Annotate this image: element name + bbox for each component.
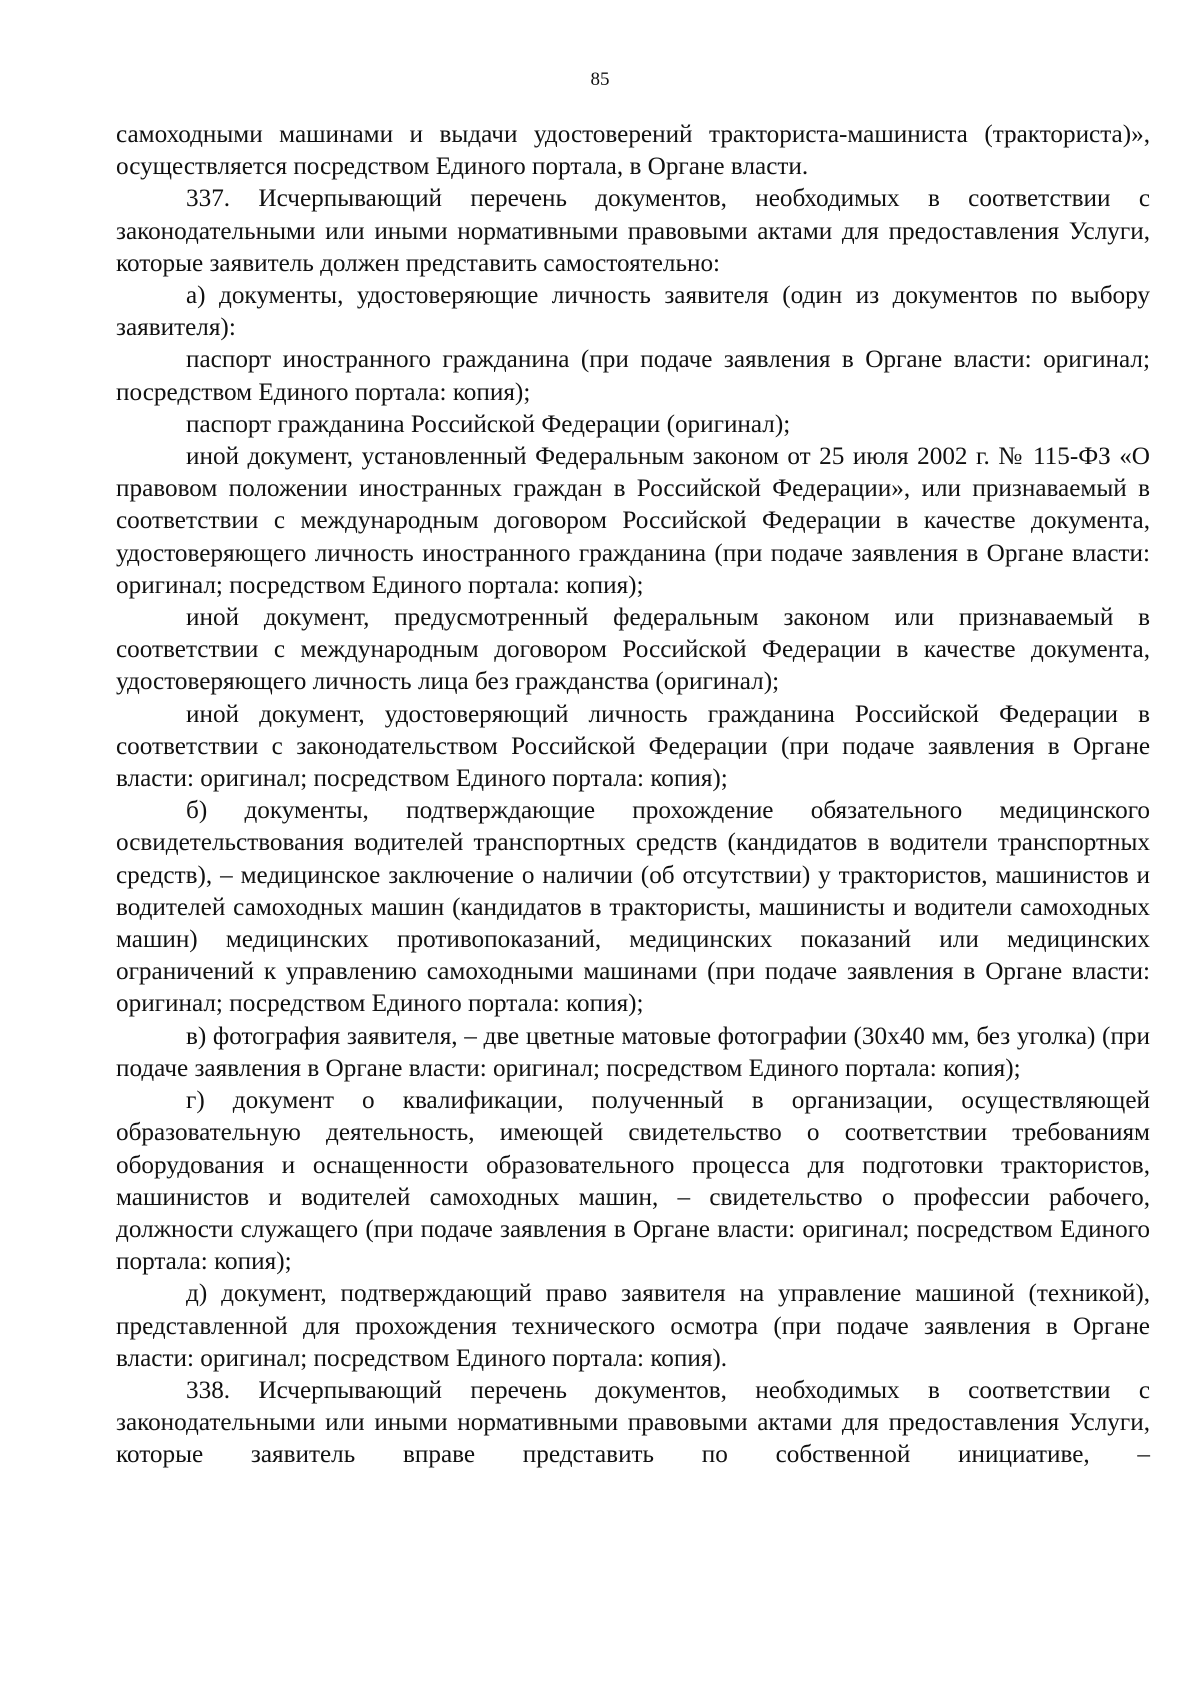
paragraph: а) документы, удостоверяющие личность заявителя (один из документов по выбору заявителя): [116,282,1150,342]
document-body [116,119,1150,1472]
paragraph: самоходными машинами и выдачи удостоверений тракториста-машиниста (тракториста)», осуществляется посредством Единого портала, в Органе власти. [116,121,1150,181]
paragraph: паспорт гражданина Российской Федерации (оригинал); [186,410,791,438]
paragraph: в) фотография заявителя, – две цветные матовые фотографии (30х40 мм, без уголка) (при подаче заявления в Органе власти: оригинал; посредством Единого портала: копия); [116,1022,1150,1082]
paragraph: г) документ о квалификации, полученный в организации, осуществляющей образовательную деятельность, имеющей свидетельство о соответствии требованиям оборудования и оснащенности образовательного процесса для подготовки трактористов, машинистов и водителей самоходных машин, – свидетельство о профессии рабочего, должности служащего (при подаче заявления в Органе власти: оригинал; посредством Единого портала: копия); [116,1087,1150,1276]
paragraph: 338. Исчерпывающий перечень документов, необходимых в соответствии с законодательными или иными нормативными правовыми актами для предоставления Услуги, которые заявитель вправе представить по собственной инициативе, – [116,1376,1150,1469]
page-number: 85 [590,69,610,90]
paragraph: иной документ, удостоверяющий личность гражданина Российской Федерации в соответствии с законодательством Российской Федерации (при подаче заявления в Органе власти: оригинал; посредством Единого портала: копия); [116,700,1150,793]
paragraph: иной документ, установленный Федеральным законом от 25 июля 2002 г. № 115-ФЗ «О правовом положении иностранных граждан в Российской Федерации», или признаваемый в соответствии с международным договором Российской Федерации в качестве документа, удостоверяющего личность иностранного гражданина (при подаче заявления в Органе власти: оригинал; посредством Единого портала: копия); [116,443,1150,599]
paragraph: д) документ, подтверждающий право заявителя на управление машиной (техникой), представленной для прохождения технического осмотра (при подаче заявления в Органе власти: оригинал; посредством Единого портала: копия). [116,1280,1150,1372]
paragraph: паспорт иностранного гражданина (при подаче заявления в Органе власти: оригинал; посредством Единого портала: копия); [116,346,1150,406]
paragraph: б) документы, подтверждающие прохождение обязательного медицинского освидетельствования водителей транспортных средств (кандидатов в водители транспортных средств), – медицинское заключение о наличии (об отсутствии) у трактористов, машинистов и водителей самоходных машин (кандидатов в трактористы, машинисты и водители самоходных машин) медицинских противопоказаний, медицинских показаний или медицинских ограничений к управлению самоходными машинами (при подаче заявления в Органе власти: оригинал; посредством Единого портала: копия); [116,797,1150,1018]
paragraph: иной документ, предусмотренный федеральным законом или признаваемый в соответствии с международным договором Российской Федерации в качестве документа, удостоверяющего личность лица без гражданства (оригинал); [116,604,1150,696]
paragraph: 337. Исчерпывающий перечень документов, необходимых в соответствии с законодательными или иными нормативными правовыми актами для предоставления Услуги, которые заявитель должен представить самостоятельно: [116,185,1150,277]
